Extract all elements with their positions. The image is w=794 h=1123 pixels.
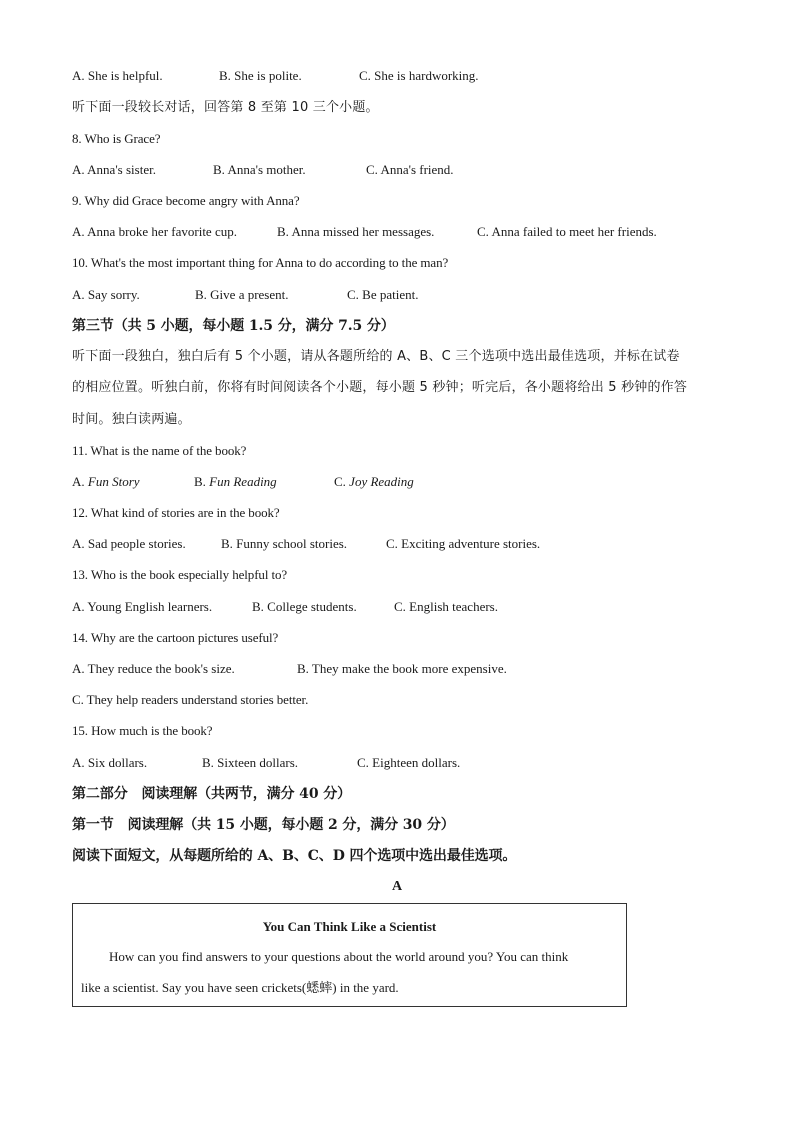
- passage-title: You Can Think Like a Scientist: [262, 919, 437, 934]
- q14-option-a: A. They reduce the book's size.: [72, 661, 235, 676]
- part2-instruction: 阅读下面短文，从每题所给的 A、B、C、D 四个选项中选出最佳选项。: [72, 848, 517, 864]
- q12-question: 12. What kind of stories are in the book?: [72, 505, 280, 520]
- q8-option-b: B. Anna's mother.: [213, 162, 306, 177]
- q15-option-a: A. Six dollars.: [72, 755, 148, 770]
- q11-option-c: [334, 474, 414, 490]
- part3-instruction-line-1: 听下面一段独白，独白后有 5 个小题，请从各题所给的 A、B、C 三个选项中选出最佳选项，并标在试卷: [72, 349, 680, 364]
- q15-option-c: C. Eighteen dollars.: [357, 755, 461, 770]
- q12-option-a: A. Sad people stories.: [72, 536, 186, 551]
- q8-option-a: A. Anna's sister.: [72, 162, 156, 177]
- q11-option-c-prefix: C.: [334, 474, 350, 489]
- q14-question: 14. Why are the cartoon pictures useful?: [72, 630, 279, 645]
- q7-option-c: C. She is hardworking.: [359, 68, 479, 83]
- q7-option-b: B. She is polite.: [219, 68, 302, 83]
- q9-option-b: B. Anna missed her messages.: [277, 224, 435, 239]
- q13-option-c: C. English teachers.: [394, 599, 498, 614]
- q7-option-a: A. She is helpful.: [72, 68, 163, 83]
- part3-heading: 第三节（共 5 小题，每小题 1.5 分，满分 7.5 分）: [72, 318, 395, 334]
- q11-option-b-title: Fun Reading: [209, 474, 277, 489]
- part2-heading: 第二部分 阅读理解（共两节，满分 40 分）: [72, 786, 352, 802]
- q15-option-b: B. Sixteen dollars.: [202, 755, 299, 770]
- passage-line-1: How can you find answers to your questions about the world around you? You can think: [109, 949, 569, 964]
- q12-option-b: B. Funny school stories.: [221, 536, 348, 551]
- q10-option-b: B. Give a present.: [195, 287, 289, 302]
- q9-option-c: C. Anna failed to meet her friends.: [477, 224, 657, 239]
- part2-section1-heading: 第一节 阅读理解（共 15 小题，每小题 2 分，满分 30 分）: [72, 817, 455, 833]
- q11-question: 11. What is the name of the book?: [72, 443, 247, 458]
- q15-question: 15. How much is the book?: [72, 723, 213, 738]
- q8-question: 8. Who is Grace?: [72, 131, 161, 146]
- q10-option-c: C. Be patient.: [347, 287, 419, 302]
- part3-instruction-line-2: 的相应位置。听独白前，你将有时间阅读各个小题，每小题 5 秒钟；听完后，各小题将给出 5 秒钟的作答: [72, 380, 688, 395]
- q11-option-a: [72, 474, 140, 490]
- q12-option-c: C. Exciting adventure stories.: [386, 536, 541, 551]
- q11-option-a-prefix: A.: [72, 474, 88, 489]
- passage-line-2: like a scientist. Say you have seen crickets(蟋蟀) in the yard.: [81, 980, 399, 995]
- q13-question: 13. Who is the book especially helpful to?: [72, 567, 288, 582]
- part3-instruction-line-3: 时间。独白读两遍。: [72, 412, 191, 427]
- q9-option-a: A. Anna broke her favorite cup.: [72, 224, 237, 239]
- q10-question: 10. What's the most important thing for Anna to do according to the man?: [72, 255, 449, 270]
- q14-option-b: B. They make the book more expensive.: [297, 661, 507, 676]
- q10-option-a: A. Say sorry.: [72, 287, 140, 302]
- passage-box: [72, 903, 627, 1007]
- q8-option-c: C. Anna's friend.: [366, 162, 454, 177]
- section-intro-8-10: 听下面一段较长对话，回答第 8 至第 10 三个小题。: [72, 100, 379, 115]
- passage-label: A: [391, 879, 403, 894]
- q11-option-b: [194, 474, 277, 490]
- q9-question: 9. Why did Grace become angry with Anna?: [72, 193, 300, 208]
- q11-option-c-title: Joy Reading: [349, 474, 414, 489]
- q13-option-b: B. College students.: [252, 599, 357, 614]
- q11-option-a-title: Fun Story: [87, 474, 140, 489]
- q11-option-b-prefix: B.: [194, 474, 210, 489]
- q14-option-c: C. They help readers understand stories better.: [72, 692, 309, 707]
- q13-option-a: A. Young English learners.: [72, 599, 213, 614]
